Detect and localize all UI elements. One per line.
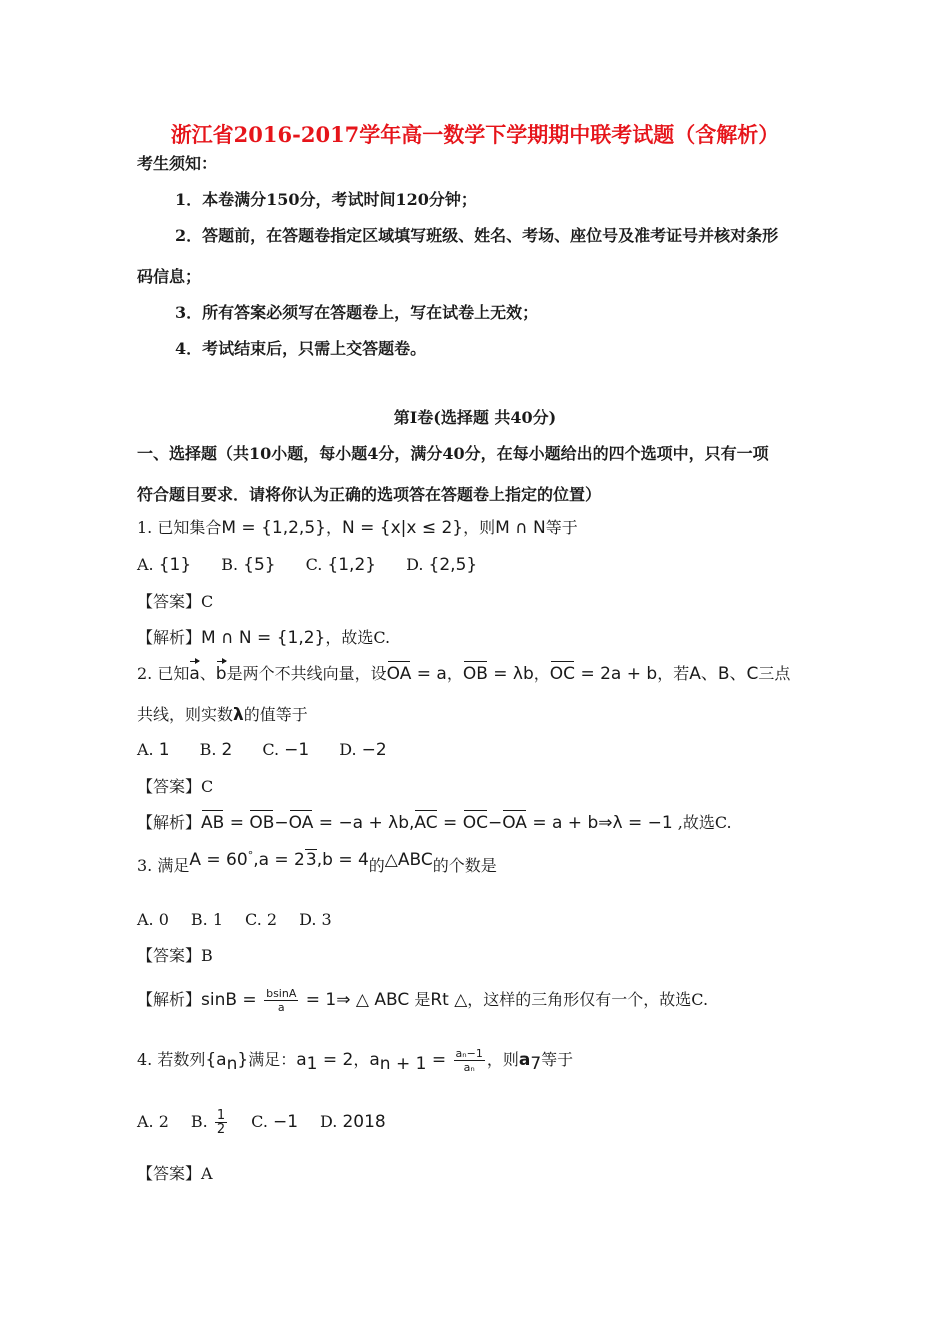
option-b: B. {5} [221, 555, 276, 575]
option-d: D. 2018 [320, 1112, 386, 1132]
option-a: A. {1} [137, 555, 192, 575]
option-b: B. $\frac{1}{2}$ [190, 1108, 226, 1137]
option-b: B. 2 [199, 740, 233, 760]
option-a: A. 2 [137, 1112, 169, 1131]
fraction: $\frac{\text{aₙ−1}}{\text{aₙ}}$ [455, 1047, 483, 1074]
section-heading: 第Ⅰ卷(选择题 共40分) [393, 408, 557, 427]
option-d: D. {2,5} [406, 555, 478, 575]
question-1: 1. 已知集合M = {1,2,5}，N = {x|x ≤ 2}，则M ∩ N等于 [137, 518, 578, 538]
option-a: A. 1 [137, 740, 170, 760]
question-2-cont: 共线，则实数λ的值等于 [137, 705, 308, 725]
notice-item-1: 1．本卷满分150分，考试时间120分钟； [175, 190, 477, 209]
option-b: B. 1 [190, 910, 224, 929]
question-2-answer: 【答案】C [137, 777, 214, 796]
question-3-options [137, 910, 362, 930]
notice-heading: 考生须知： [137, 154, 218, 173]
question-4-answer: 【答案】A [137, 1164, 213, 1183]
question-2-analysis: 【解析】AB = OB−OA = −a + λb,AC = OC−OA = a + b⇒λ = −1 ,故选C. [137, 813, 732, 833]
notice-item-4: 4．考试结束后，只需上交答题卷。 [175, 339, 427, 358]
option-c: C. 2 [245, 910, 278, 929]
option-c: C. {1,2} [305, 555, 377, 575]
question-2-options [137, 740, 417, 760]
question-4-options [137, 1102, 416, 1142]
question-3-answer: 【答案】B [137, 946, 213, 965]
notice-item-2-cont: 码信息； [137, 267, 202, 286]
question-1-answer: 【答案】C [137, 592, 214, 611]
option-c: C. −1 [262, 740, 310, 760]
option-c: C. −1 [251, 1112, 299, 1132]
notice-item-3: 3．所有答案必须写在答题卷上，写在试卷上无效； [175, 303, 539, 322]
option-d: D. 3 [299, 910, 332, 929]
question-2: 2. 已知a、b是两个不共线向量，设OA = a，OB = λb，OC = 2a + b，若A、B、C三点 [137, 664, 791, 684]
notice-item-2: 2．答题前，在答题卷指定区域填写班级、姓名、考场、座位号及准考证号并核对条形 [175, 226, 779, 245]
section-instruction-1: 一、选择题（共10小题，每小题4分，满分40分，在每小题给出的四个选项中，只有一项 [137, 444, 769, 463]
question-4: 4. 若数列$\{a_n\}$满足：$a_1 = 2$，$a_{n + 1}$ = $\frac{\text{aₙ−1}}{\text{aₙ}}$ ，则$a_7$等于 [137, 1047, 574, 1075]
option-d: D. −2 [339, 740, 387, 760]
question-3-analysis: 【解析】sinB = $\frac{bsinA}{a}$ = 1⇒ △ ABC 是Rt △，这样的三角形仅有一个，故选C. [137, 987, 709, 1014]
fraction: $\frac{1}{2}$ [216, 1108, 226, 1137]
option-a: A. 0 [137, 910, 169, 929]
section-instruction-2: 符合题目要求．请将你认为正确的选项答在答题卷上指定的位置） [137, 485, 602, 504]
question-3: 3. 满足A = 60°,a = 23,b = 4的△ABC的个数是 [137, 849, 497, 875]
question-1-analysis: 【解析】M ∩ N = {1,2}，故选C. [137, 628, 391, 648]
fraction: $\frac{bsinA}{a}$ [266, 987, 297, 1014]
document-title: 浙江省2016-2017学年高一数学下学期期中联考试题（含解析） [170, 122, 780, 147]
question-1-options [137, 555, 507, 575]
